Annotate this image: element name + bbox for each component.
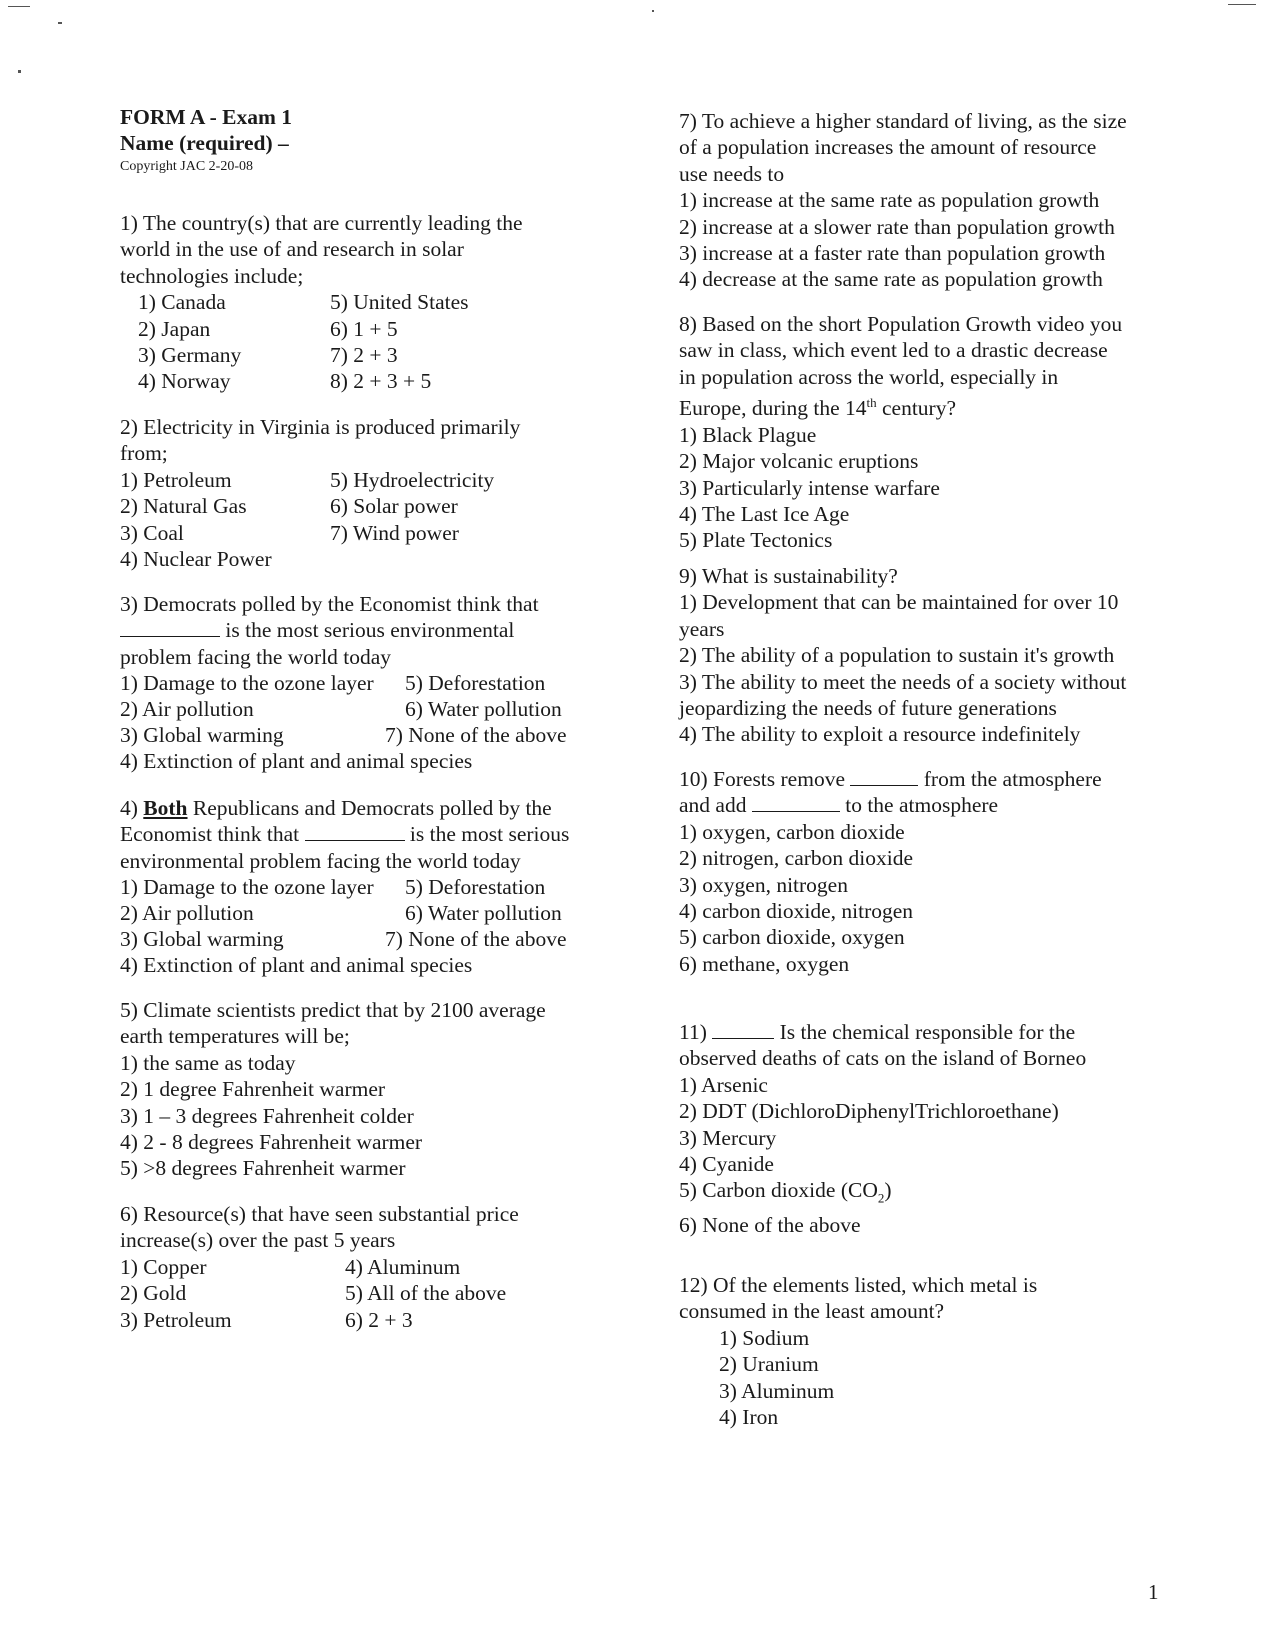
- q10-stem-line: 10) Forests remove: [679, 767, 845, 791]
- q1-stem-line: world in the use of and research in solar: [120, 237, 464, 262]
- question-2: [120, 414, 520, 572]
- q7-stem-line: of a population increases the amount of resource: [679, 135, 1097, 160]
- q10-stem-line: to the atmosphere: [845, 793, 999, 818]
- q4-number: 4): [120, 796, 138, 820]
- q8-option: 4) The Last Ice Age: [679, 502, 850, 526]
- q10-option: 1) oxygen, carbon dioxide: [679, 819, 905, 844]
- q7-stem-line: use needs to: [679, 161, 785, 186]
- q1-option: 5) United States: [330, 290, 469, 315]
- q11-option: 4) Cyanide: [679, 1152, 774, 1177]
- q5-option: 1) the same as today: [120, 1050, 296, 1075]
- q11-number: 11): [679, 1020, 707, 1044]
- q6-option: 2) Gold: [120, 1281, 187, 1306]
- q11-stem-line: observed deaths of cats on the island of Borneo: [679, 1046, 1087, 1071]
- q6-option: 6) 2 + 3: [345, 1307, 413, 1332]
- question-3: [120, 591, 567, 776]
- question-9: [679, 563, 1126, 748]
- superscript: th: [866, 395, 877, 411]
- question-7: [679, 108, 1127, 293]
- q6-stem-line: 6) Resource(s) that have seen substantial price: [120, 1202, 519, 1226]
- q8-stem-line: in population across the world, especially in: [679, 364, 1059, 389]
- q4-options: [120, 874, 569, 980]
- answer-blank: [850, 767, 918, 786]
- exam-header: [120, 104, 292, 177]
- q1-option: 7) 2 + 3: [330, 343, 398, 368]
- q12-stem-line: 12) Of the elements listed, which metal is: [679, 1273, 1038, 1297]
- q3-stem-line: problem facing the world today: [120, 644, 392, 669]
- q9-option: jeopardizing the needs of future generations: [679, 696, 1057, 721]
- q10-stem-line: and add: [679, 793, 747, 818]
- q5-option: 5) >8 degrees Fahrenheit warmer: [120, 1156, 406, 1181]
- subscript: 2: [877, 1190, 885, 1206]
- q2-option: 7) Wind power: [330, 520, 459, 545]
- q1-stem-line: 1) The country(s) that are currently leading the: [120, 211, 523, 235]
- q4-option: 2) Air pollution: [120, 901, 254, 926]
- q1-option: 1) Canada: [138, 290, 226, 315]
- answer-blank: [752, 793, 840, 812]
- q4-stem-line: is the most serious: [409, 822, 570, 847]
- q9-stem-line: 9) What is sustainability?: [679, 564, 898, 588]
- q12-stem-line: consumed in the least amount?: [679, 1299, 945, 1324]
- q1-option: 3) Germany: [138, 343, 242, 368]
- q2-option: 3) Coal: [120, 520, 184, 545]
- q3-option: 3) Global warming: [120, 723, 284, 748]
- q5-stem-line: 5) Climate scientists predict that by 2100 average: [120, 998, 546, 1022]
- q6-option: 4) Aluminum: [345, 1254, 461, 1279]
- q8-option: 3) Particularly intense warfare: [679, 475, 940, 500]
- q3-option: 7) None of the above: [385, 723, 567, 748]
- scan-speck: [18, 70, 21, 73]
- q5-option: 3) 1 – 3 degrees Fahrenheit colder: [120, 1103, 414, 1128]
- question-10: [679, 766, 1102, 977]
- q8-stem-line: century?: [876, 396, 957, 421]
- q2-stem-line: from;: [120, 441, 168, 466]
- q4-both-emphasis: Both: [143, 796, 188, 820]
- q5-stem-line: earth temperatures will be;: [120, 1024, 350, 1049]
- q2-option: 6) Solar power: [330, 494, 458, 519]
- q8-option: 1) Black Plague: [679, 422, 817, 447]
- q2-option: 2) Natural Gas: [120, 494, 247, 519]
- q9-option: 3) The ability to meet the needs of a society without: [679, 669, 1127, 694]
- q10-option: 6) methane, oxygen: [679, 951, 850, 976]
- q11-option: ): [884, 1178, 892, 1203]
- q12-option: 2) Uranium: [719, 1352, 819, 1377]
- q1-stem-line: technologies include;: [120, 263, 304, 288]
- q7-option: 4) decrease at the same rate as population growth: [679, 267, 1103, 292]
- q10-option: 3) oxygen, nitrogen: [679, 872, 848, 897]
- q4-option: 7) None of the above: [385, 927, 567, 952]
- q2-stem-line: 2) Electricity in Virginia is produced primarily: [120, 415, 521, 439]
- q10-option: 2) nitrogen, carbon dioxide: [679, 846, 914, 871]
- question-8: [679, 311, 1122, 554]
- page-number: 1: [1148, 1580, 1159, 1604]
- q1-options: [120, 289, 523, 395]
- q11-option: 1) Arsenic: [679, 1072, 768, 1097]
- q11-option: 3) Mercury: [679, 1125, 777, 1150]
- q11-option: 5) Carbon dioxide (CO: [679, 1178, 878, 1203]
- q6-option: 3) Petroleum: [120, 1307, 232, 1332]
- answer-blank: [120, 618, 220, 637]
- q4-option: 3) Global warming: [120, 927, 284, 952]
- q8-option: 2) Major volcanic eruptions: [679, 449, 919, 474]
- q3-option: 6) Water pollution: [405, 697, 562, 722]
- q8-stem-line: Europe, during the 14: [679, 396, 867, 421]
- q2-option: 1) Petroleum: [120, 467, 232, 492]
- question-4: [120, 795, 569, 980]
- q11-option: 2) DDT (DichloroDiphenylTrichloroethane): [679, 1099, 1059, 1124]
- q3-option: 5) Deforestation: [405, 671, 546, 696]
- question-6: [120, 1201, 519, 1333]
- q12-option: 1) Sodium: [719, 1325, 810, 1350]
- scan-speck: [58, 22, 62, 24]
- q3-stem-line: 3) Democrats polled by the Economist think that: [120, 592, 539, 616]
- q6-stem-line: increase(s) over the past 5 years: [120, 1228, 396, 1253]
- q3-option: 2) Air pollution: [120, 697, 254, 722]
- q12-option: 4) Iron: [719, 1405, 779, 1430]
- question-5: [120, 997, 546, 1182]
- question-1: [120, 210, 523, 395]
- question-12: [679, 1272, 1037, 1430]
- q1-option: 8) 2 + 3 + 5: [330, 369, 432, 394]
- q4-option: 1) Damage to the ozone layer: [120, 875, 374, 900]
- q1-option: 6) 1 + 5: [330, 316, 398, 341]
- q4-option: 6) Water pollution: [405, 901, 562, 926]
- q8-stem-line: saw in class, which event led to a drastic decrease: [679, 338, 1108, 363]
- q10-option: 5) carbon dioxide, oxygen: [679, 925, 905, 950]
- q11-stem-line: Is the chemical responsible for the: [779, 1020, 1076, 1044]
- scan-speck: [1228, 4, 1256, 5]
- copyright: Copyright JAC 2-20-08: [120, 158, 253, 174]
- q8-stem-line: 8) Based on the short Population Growth video you: [679, 312, 1123, 336]
- q3-option: 1) Damage to the ozone layer: [120, 671, 374, 696]
- answer-blank: [305, 822, 405, 841]
- q3-options: [120, 670, 567, 776]
- q1-option: 2) Japan: [138, 316, 211, 341]
- q3-stem-line: is the most serious environmental: [225, 618, 515, 643]
- q9-option: 4) The ability to exploit a resource indefinitely: [679, 722, 1081, 747]
- q5-option: 2) 1 degree Fahrenheit warmer: [120, 1077, 386, 1102]
- q9-option: years: [679, 616, 725, 641]
- q2-option: 4) Nuclear Power: [120, 547, 272, 572]
- q7-option: 3) increase at a faster rate than population growth: [679, 241, 1106, 266]
- q4-option: 5) Deforestation: [405, 875, 546, 900]
- q2-option: 5) Hydroelectricity: [330, 467, 495, 492]
- q9-option: 1) Development that can be maintained for over 10: [679, 590, 1119, 615]
- q11-option: 6) None of the above: [679, 1213, 861, 1238]
- q8-option: 5) Plate Tectonics: [679, 528, 833, 553]
- q6-option: 1) Copper: [120, 1254, 207, 1279]
- q7-stem-line: 7) To achieve a higher standard of living, as the size: [679, 109, 1127, 133]
- q4-option: 4) Extinction of plant and animal species: [120, 953, 473, 978]
- q10-option: 4) carbon dioxide, nitrogen: [679, 899, 914, 924]
- name-label: Name (required) –: [120, 131, 289, 156]
- q2-options: [120, 467, 520, 573]
- q1-option: 4) Norway: [138, 369, 231, 394]
- scan-speck: [652, 10, 654, 12]
- q4-stem-line: Economist think that: [120, 822, 300, 847]
- q9-option: 2) The ability of a population to sustain it's growth: [679, 643, 1115, 668]
- q6-option: 5) All of the above: [345, 1281, 507, 1306]
- scan-speck: [8, 6, 30, 7]
- q6-options: [120, 1254, 519, 1333]
- q7-option: 1) increase at the same rate as population growth: [679, 188, 1100, 213]
- q10-stem-line: from the atmosphere: [923, 767, 1102, 791]
- q3-option: 4) Extinction of plant and animal species: [120, 749, 473, 774]
- question-11: [679, 1019, 1086, 1239]
- q4-stem-line: Republicans and Democrats polled by the: [192, 796, 552, 820]
- q4-stem-line: environmental problem facing the world today: [120, 848, 521, 873]
- answer-blank: [712, 1020, 774, 1039]
- q12-option: 3) Aluminum: [719, 1378, 835, 1403]
- q7-option: 2) increase at a slower rate than population growth: [679, 214, 1115, 239]
- q5-option: 4) 2 - 8 degrees Fahrenheit warmer: [120, 1130, 423, 1155]
- form-title: FORM A - Exam 1: [120, 105, 292, 129]
